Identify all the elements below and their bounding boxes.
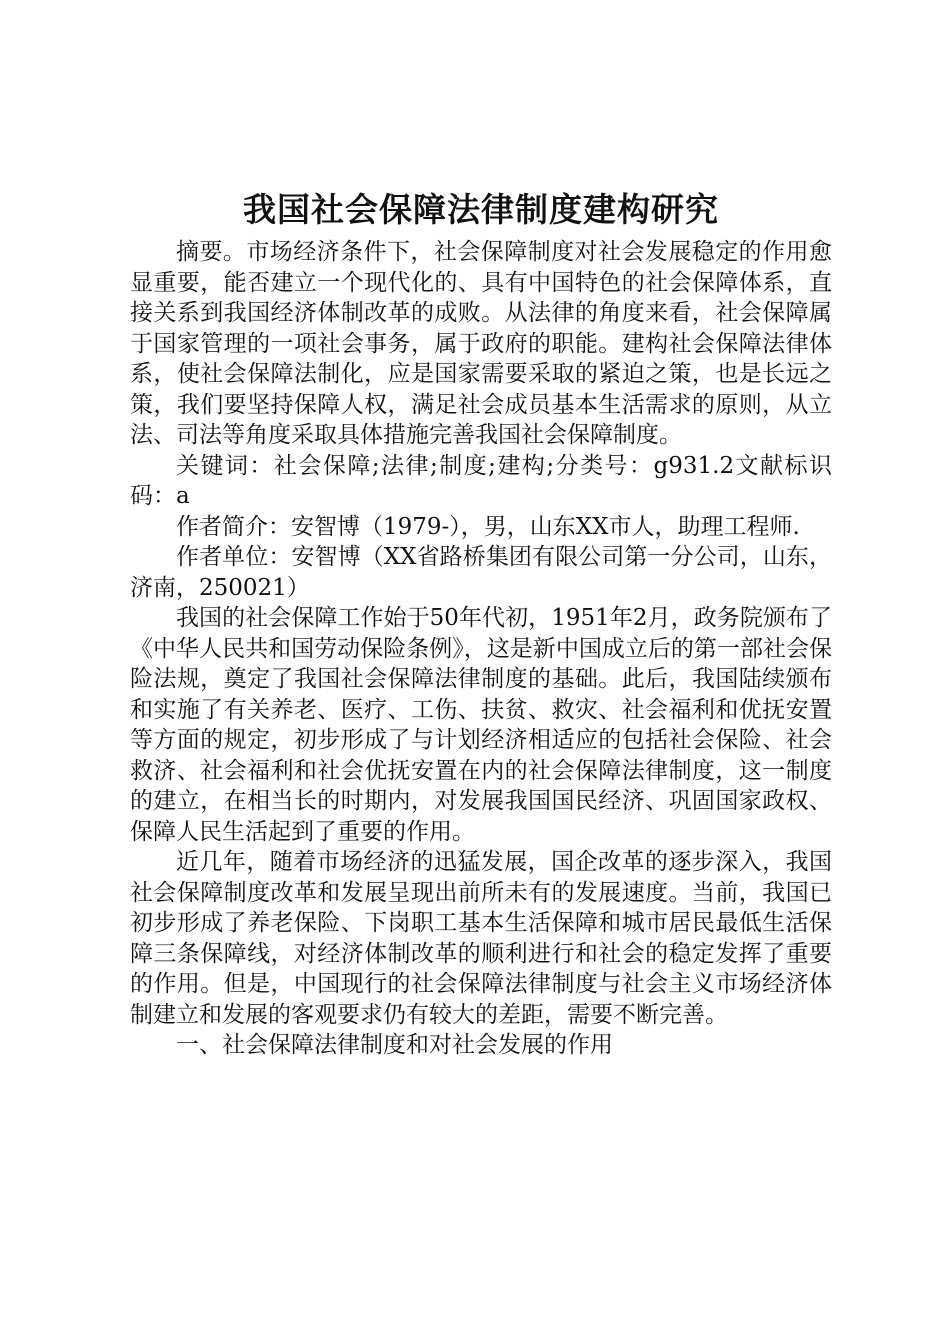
author-affiliation-paragraph: 作者单位：安智博（XX省路桥集团有限公司第一分公司，山东，济南，250021） bbox=[130, 544, 832, 601]
keywords-paragraph: 关键词：社会保障;法律;制度;建构;分类号：g931.2文献标识码：a bbox=[130, 452, 832, 509]
document-page bbox=[130, 183, 832, 1061]
section-heading: 一、社会保障法律制度和对社会发展的作用 bbox=[176, 1032, 613, 1058]
body-paragraph: 我国的社会保障工作始于50年代初，1951年2月，政务院颁布了《中华人民共和国劳动保险条例》，这是新中国成立后的第一部社会保险法规，奠定了我国社会保障法律制度的基础。此后，我国陆续颁布和实施了有关养老、医疗、工伤、扶贫、救灾、社会福利和优抚安置等方面的规定，初步形成了与计划经济相适应的包括社会保险、社会救济、社会福利和社会优抚安置在内的社会保障法律制度，这一制度的建立，在相当长的时期内，对发展我国国民经济、巩固国家政权、保障人民生活起到了重要的作用。 bbox=[130, 605, 832, 845]
abstract-paragraph: 摘要。市场经济条件下，社会保障制度对社会发展稳定的作用愈显重要，能否建立一个现代化的、具有中国特色的社会保障体系，直接关系到我国经济体制改革的成败。从法律的角度来看，社会保障属于国家管理的一项社会事务，属于政府的职能。建构社会保障法律体系，使社会保障法制化，应是国家需要采取的紧迫之策，也是长远之策，我们要坚持保障人权，满足社会成员基本生活需求的原则，从立法、司法等角度采取具体措施完善我国社会保障制度。 bbox=[130, 239, 832, 448]
author-bio-paragraph: 作者简介：安智博（1979-），男，山东XX市人，助理工程师. bbox=[176, 513, 800, 540]
document-title: 我国社会保障法律制度建构研究 bbox=[243, 190, 719, 229]
body-paragraph: 近几年，随着市场经济的迅猛发展，国企改革的逐步深入，我国社会保障制度改革和发展呈现出前所未有的发展速度。当前，我国已初步形成了养老保险、下岗职工基本生活保障和城市居民最低生活保障三条保障线，对经济体制改革的顺利进行和社会的稳定发挥了重要的作用。但是，中国现行的社会保障法律制度与社会主义市场经济体制建立和发展的客观要求仍有较大的差距，需要不断完善。 bbox=[130, 849, 832, 1028]
